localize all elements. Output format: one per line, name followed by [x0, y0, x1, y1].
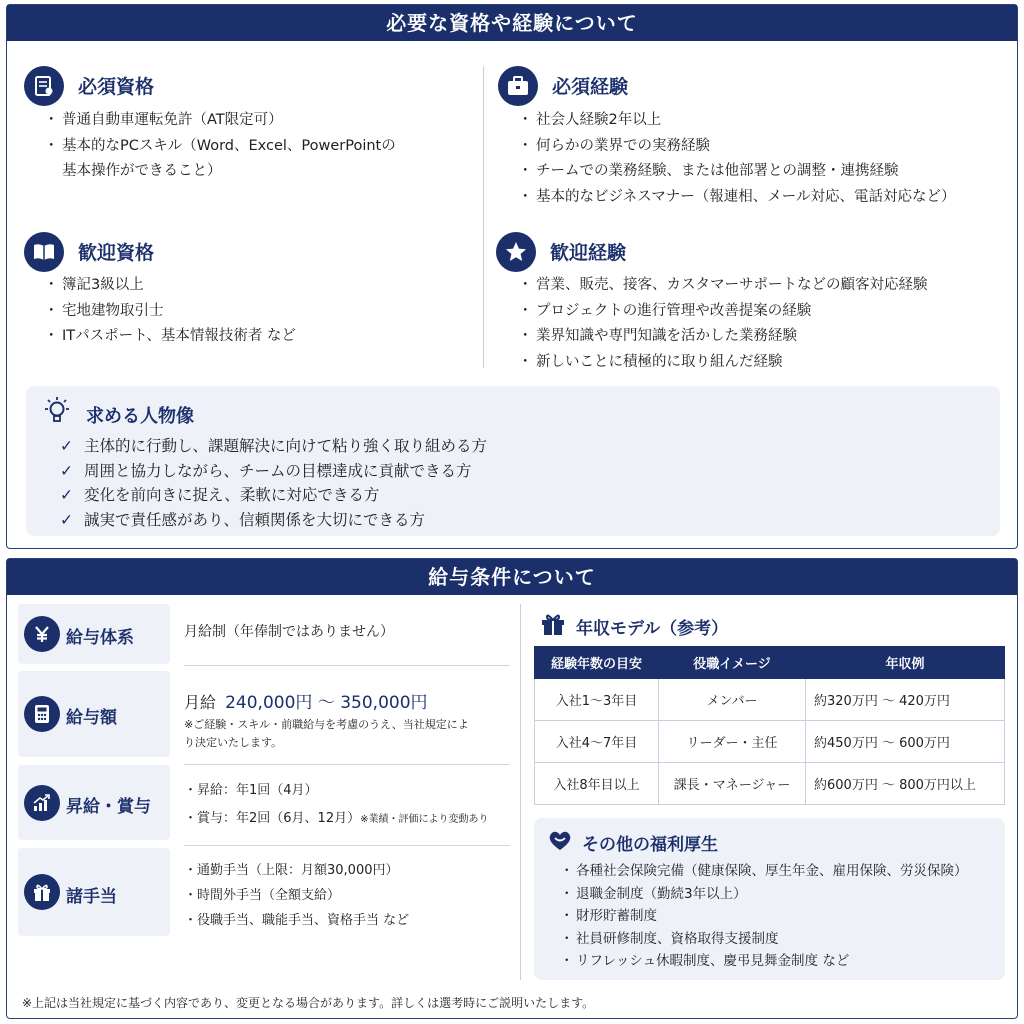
list-item: ・ 営業、販売、接客、カスタマーサポートなどの顧客対応経験 — [520, 273, 928, 299]
welcome-exp-title: 歓迎経験 — [550, 242, 627, 264]
gift-icon — [540, 612, 566, 636]
qualifications-header: 必要な資格や経験について — [7, 5, 1017, 41]
table-cell: 入社4〜7年目 — [535, 721, 659, 763]
table-header-row — [535, 647, 1005, 679]
table-header: 経験年数の目安 — [535, 647, 659, 679]
required-qual-title: 必須資格 — [78, 76, 155, 98]
required-exp-list — [520, 108, 955, 210]
gift-icon — [24, 874, 60, 910]
table-cell: 課長・マネージャー — [659, 763, 806, 805]
list-item: ・ 普通自動車運転免許（AT限定可） — [46, 108, 396, 134]
welcome-exp-list — [520, 273, 928, 375]
row-divider — [184, 764, 510, 765]
book-icon — [24, 232, 64, 272]
check-item: ✓ 誠実で責任感があり、信頼関係を大切にできる方 — [60, 508, 487, 533]
heart-hands-icon — [546, 828, 574, 854]
check-item: ✓ 変化を前向きに捉え、柔軟に対応できる方 — [60, 483, 487, 508]
allowance-label: 諸手当 — [66, 887, 117, 907]
table-cell: 入社1〜3年目 — [535, 679, 659, 721]
salary-system-label: 給与体系 — [66, 628, 134, 648]
table-cell: 約320万円 〜 420万円 — [806, 679, 1005, 721]
lightbulb-icon — [40, 396, 74, 428]
raise-label: 昇給・賞与 — [66, 797, 151, 817]
chart-up-icon — [24, 785, 60, 821]
table-cell: 約600万円 〜 800万円以上 — [806, 763, 1005, 805]
raise-line2-note: ※業績・評価により変動あり — [360, 814, 489, 825]
salary-amount-note-line2: り決定いたします。 — [184, 736, 283, 749]
raise-line2-row — [184, 806, 488, 832]
briefcase-icon — [498, 66, 538, 106]
table-row — [535, 763, 1005, 805]
welcome-qual-list — [46, 273, 296, 350]
list-item: ・ 新しいことに積極的に取り組んだ経験 — [520, 350, 928, 376]
table-row — [535, 679, 1005, 721]
list-item: ・ 退職金制度（勤続3年以上） — [562, 883, 968, 906]
allowance-item: ・時間外手当（全額支給） — [184, 888, 341, 903]
list-item: ・ 基本的なPCスキル（Word、Excel、PowerPointの — [46, 134, 396, 160]
salary-amount-note — [184, 716, 514, 752]
required-qual-list — [46, 108, 396, 185]
certificate-icon — [24, 66, 64, 106]
persona-list — [60, 434, 487, 532]
column-divider — [483, 66, 484, 368]
salary-amount-label-box — [18, 671, 170, 757]
row-divider — [184, 845, 510, 846]
list-item: ・ 財形貯蓄制度 — [562, 905, 968, 928]
list-item: ・ プロジェクトの進行管理や改善提案の経験 — [520, 299, 928, 325]
allowance-item: ・通勤手当（上限：月額30,000円） — [184, 863, 399, 878]
list-item: ・ 何らかの業界での実務経験 — [520, 134, 955, 160]
check-item: ✓ 周囲と協力しながら、チームの目標達成に貢献できる方 — [60, 459, 487, 484]
table-cell: リーダー・主任 — [659, 721, 806, 763]
list-item: ・ 宅地建物取引士 — [46, 299, 296, 325]
list-item: ・ 社員研修制度、資格取得支援制度 — [562, 928, 968, 951]
raise-label-box — [18, 765, 170, 840]
list-item: ・ 簿記3級以上 — [46, 273, 296, 299]
list-item: ・ リフレッシュ休暇制度、慶弔見舞金制度 など — [562, 950, 968, 973]
table-header: 役職イメージ — [659, 647, 806, 679]
raise-line1: ・昇給：年1回（4月） — [184, 783, 318, 798]
salary-column-divider — [520, 604, 521, 980]
list-item: ・ 各種社会保険完備（健康保険、厚生年金、雇用保険、労災保険） — [562, 860, 968, 883]
row-divider — [184, 665, 510, 666]
yen-icon — [24, 616, 60, 652]
list-item: ・ 業界知識や専門知識を活かした業務経験 — [520, 324, 928, 350]
list-item: ・ ITパスポート、基本情報技術者 など — [46, 324, 296, 350]
list-item: ・ 基本的なビジネスマナー（報連相、メール対応、電話対応など） — [520, 185, 955, 211]
table-header: 年収例 — [806, 647, 1005, 679]
salary-amount-prefix: 月給 — [184, 693, 217, 712]
welcome-qual-title: 歓迎資格 — [78, 242, 155, 264]
allowance-label-box — [18, 848, 170, 936]
check-item: ✓ 主体的に行動し、課題解決に向けて粘り強く取り組める方 — [60, 434, 487, 459]
list-item: ・ 社会人経験2年以上 — [520, 108, 955, 134]
allowance-item: ・役職手当、職能手当、資格手当 など — [184, 913, 410, 928]
welfare-title: その他の福利厚生 — [582, 835, 718, 855]
salary-amount-line — [184, 688, 428, 713]
salary-amount-label: 給与額 — [66, 708, 117, 728]
allowance-list — [184, 858, 409, 933]
table-cell: 入社8年目以上 — [535, 763, 659, 805]
star-icon — [496, 232, 536, 272]
list-item-continuation: 基本操作ができること） — [62, 163, 222, 179]
table-cell: 約450万円 〜 600万円 — [806, 721, 1005, 763]
footer-note: ※上記は当社規定に基づく内容であり、変更となる場合があります。詳しくは選考時にご説明いたします。 — [22, 996, 595, 1010]
raise-line2: ・賞与：年2回（6月、12月） — [184, 811, 361, 826]
calculator-icon — [24, 696, 60, 732]
welfare-list — [562, 860, 968, 973]
salary-amount-note-line1: ※ご経験・スキル・前職給与を考慮のうえ、当社規定によ — [184, 718, 469, 731]
salary-header: 給与条件について — [7, 559, 1017, 595]
welfare-panel — [534, 818, 1005, 980]
salary-amount-range: 240,000円 〜 350,000円 — [225, 693, 428, 713]
table-row — [535, 721, 1005, 763]
income-model-table — [534, 646, 1005, 805]
income-model-title: 年収モデル（参考） — [576, 619, 729, 639]
salary-system-value: 月給制（年俸制ではありません） — [184, 624, 394, 640]
table-cell: メンバー — [659, 679, 806, 721]
list-item: ・ チームでの業務経験、または他部署との調整・連携経験 — [520, 159, 955, 185]
required-exp-title: 必須経験 — [552, 76, 629, 98]
persona-title: 求める人物像 — [86, 406, 194, 427]
salary-system-label-box — [18, 604, 170, 664]
